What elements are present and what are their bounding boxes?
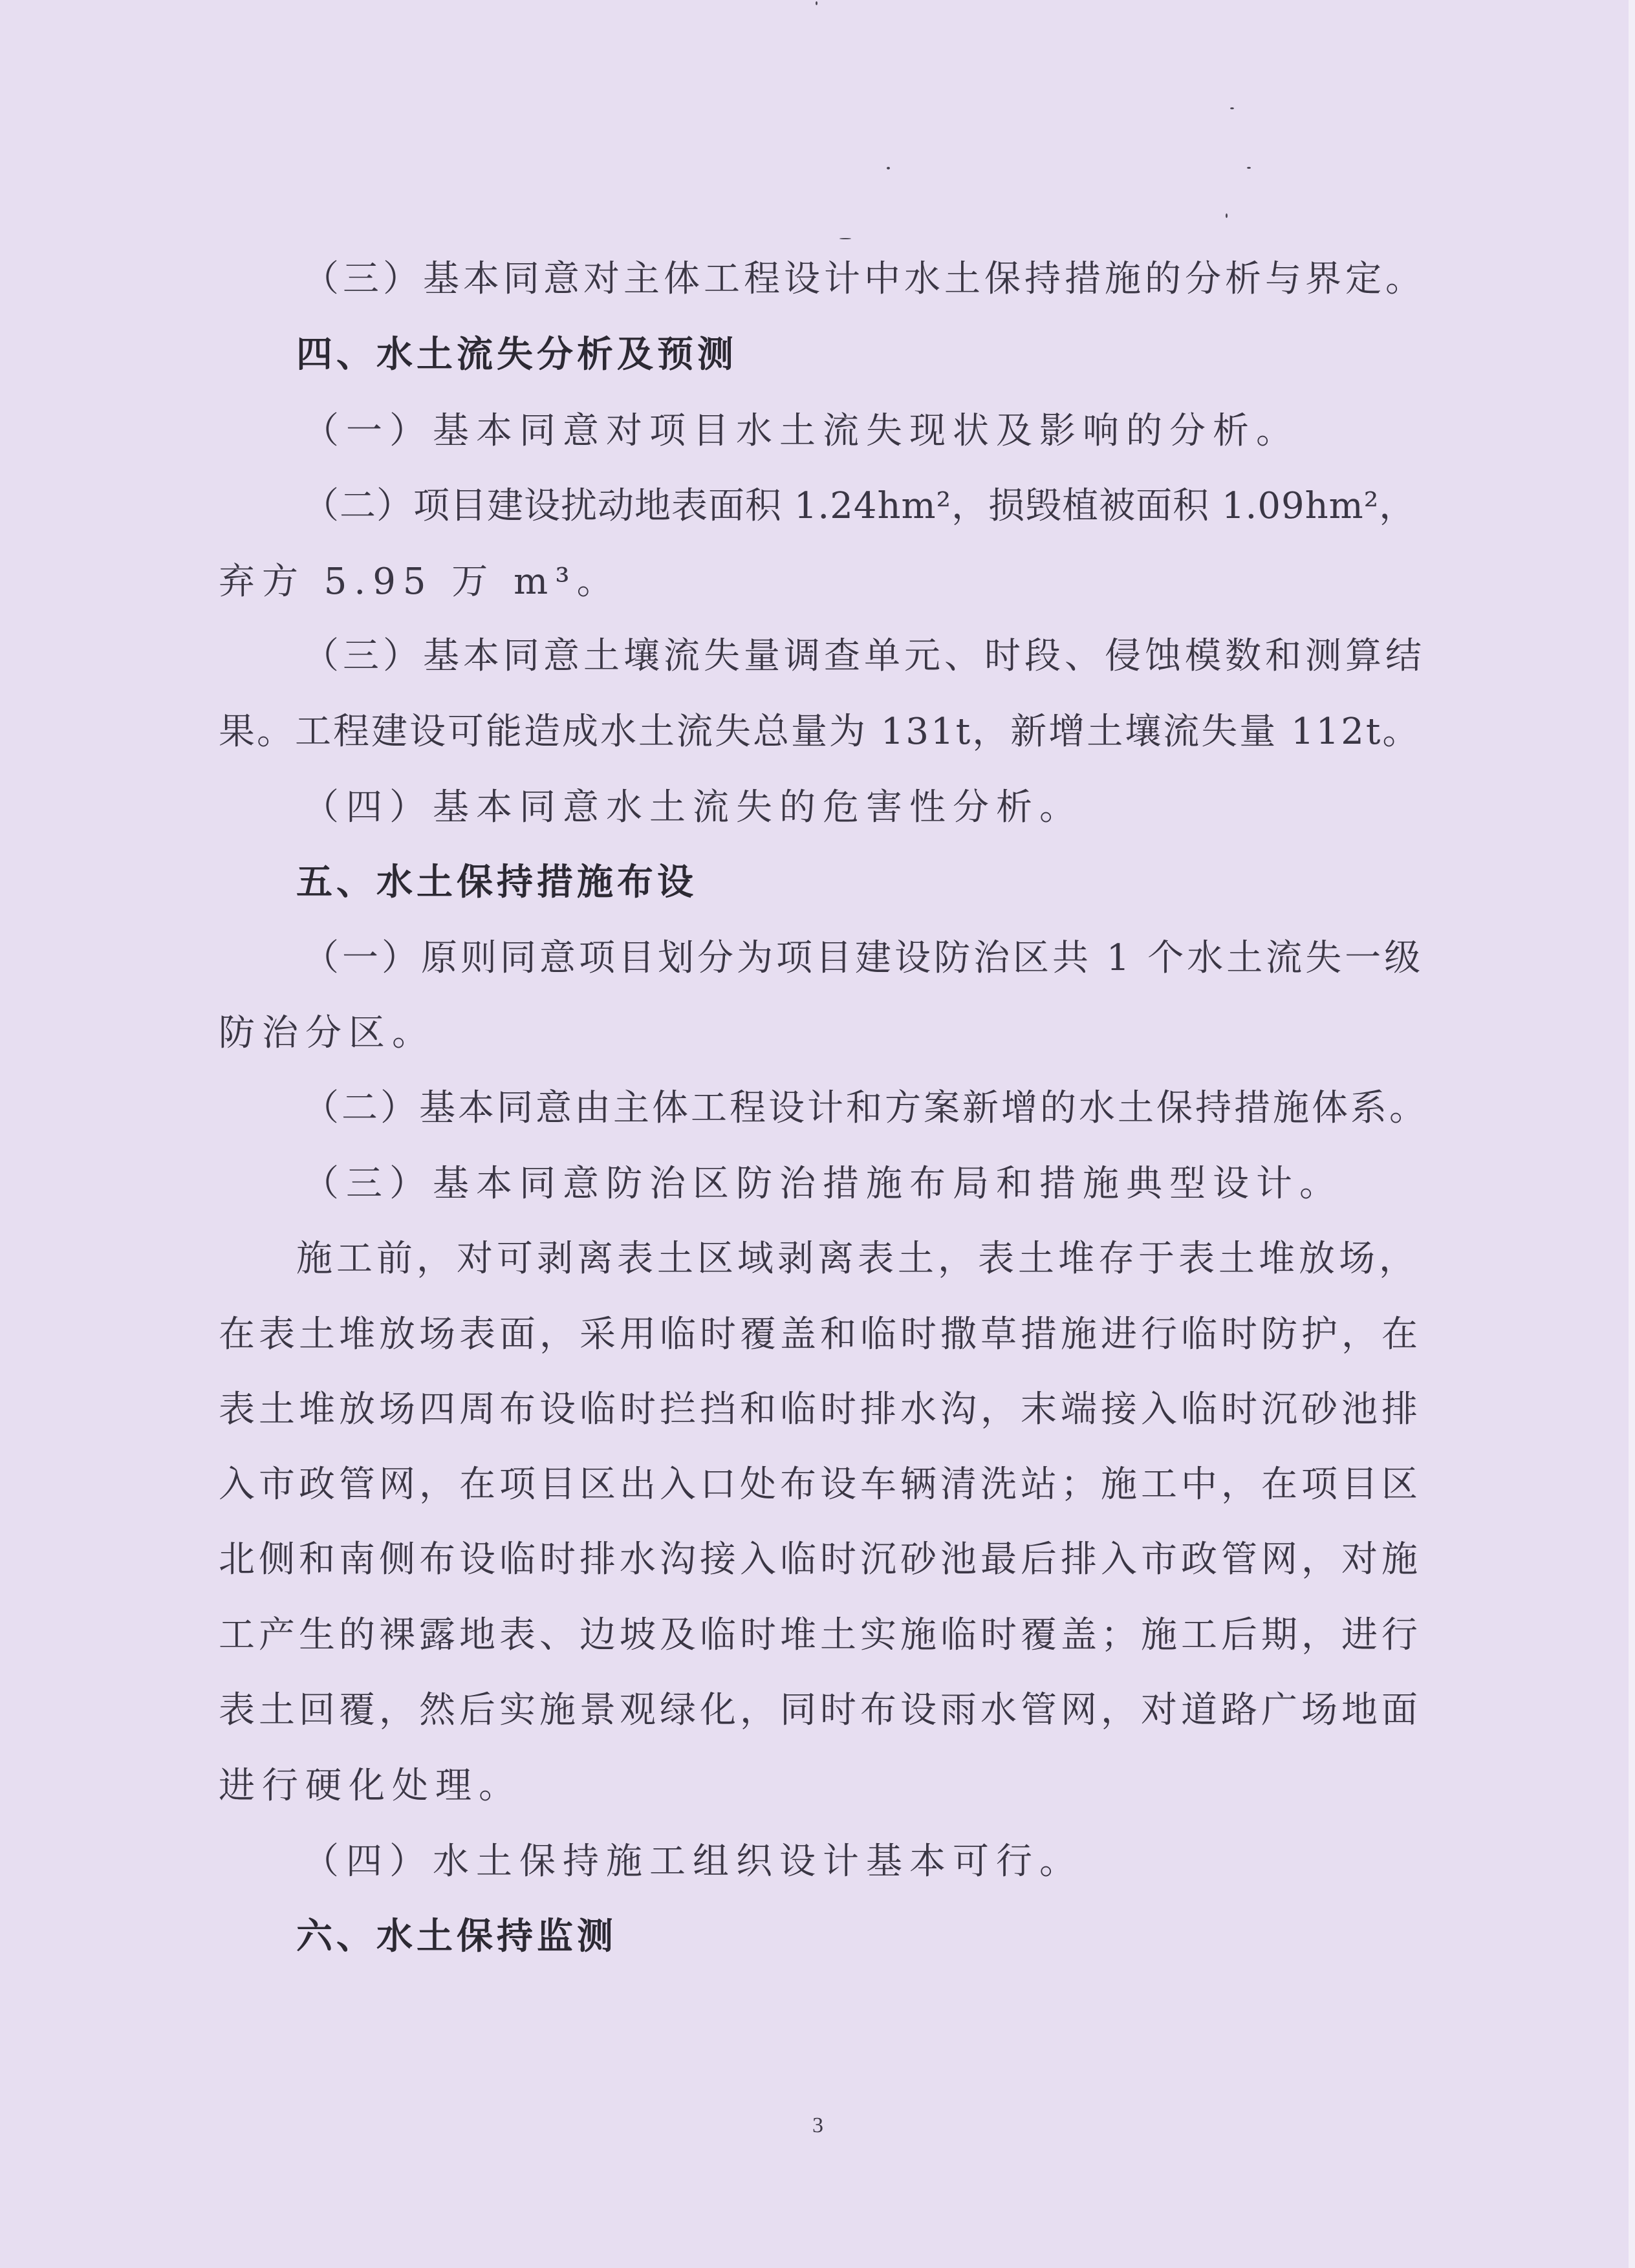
paragraph-line: （四）基本同意水土流失的危害性分析。 <box>303 786 1083 828</box>
paragraph-line: 施工前，对可剥离表土区域剥离表土，表土堆存于表土堆放场， <box>296 1238 1419 1280</box>
paragraph-line: 表土堆放场四周布设临时拦挡和临时排水沟，末端接入临时沉砂池排 <box>219 1388 1422 1431</box>
paragraph-line: 表土回覆，然后实施景观绿化，同时布设雨水管网，对道路广场地面 <box>219 1689 1422 1731</box>
paragraph-line: （一）原则同意项目划分为项目建设防治区共 1 个水土流失一级 <box>303 937 1424 979</box>
paragraph-line: （一）基本同意对项目水土流失现状及影响的分析。 <box>303 410 1299 452</box>
scan-speck <box>816 1 817 5</box>
scan-speck <box>1247 167 1251 169</box>
section-heading: 五、水土保持措施布设 <box>296 861 697 903</box>
paragraph-line: 在表土堆放场表面，采用临时覆盖和临时撒草措施进行临时防护，在 <box>219 1313 1422 1355</box>
paragraph-line: 防治分区。 <box>219 1012 435 1054</box>
section-heading: 六、水土保持监测 <box>296 1916 617 1958</box>
paragraph-line: 北侧和南侧布设临时排水沟接入临时沉砂池最后排入市政管网，对施 <box>219 1539 1422 1581</box>
paragraph-line: （二）基本同意由主体工程设计和方案新增的水土保持措施体系。 <box>303 1087 1428 1129</box>
section-heading: 四、水土流失分析及预测 <box>296 334 737 376</box>
scan-speck <box>1230 107 1234 109</box>
scan-speck <box>839 238 851 239</box>
paragraph-line: 入市政管网，在项目区出入口处布设车辆清洗站；施工中，在项目区 <box>219 1463 1422 1506</box>
page-number: 3 <box>812 2113 823 2137</box>
paragraph-line: （四）水土保持施工组织设计基本可行。 <box>303 1841 1083 1883</box>
paragraph-line: 果。工程建设可能造成水土流失总量为 131t，新增土壤流失量 112t。 <box>219 711 1421 753</box>
scan-edge <box>1629 0 1635 2268</box>
paragraph-line: （三）基本同意土壤流失量调查单元、时段、侵蚀模数和测算结 <box>303 635 1425 677</box>
paragraph-line: （三）基本同意对主体工程设计中水土保持措施的分析与界定。 <box>303 258 1425 300</box>
paragraph-line: （三）基本同意防治区防治措施布局和措施典型设计。 <box>303 1163 1343 1205</box>
scan-speck <box>1226 213 1228 218</box>
paragraph-line: 弃方 5.95 万 m³。 <box>219 561 620 603</box>
scan-speck <box>887 167 890 169</box>
paragraph-line: （二）项目建设扰动地表面积 1.24hm²，损毁植被面积 1.09hm²， <box>303 485 1416 527</box>
paragraph-line: 工产生的裸露地表、边坡及临时堆土实施临时覆盖；施工后期，进行 <box>219 1614 1422 1656</box>
paragraph-line: 进行硬化处理。 <box>219 1765 522 1807</box>
